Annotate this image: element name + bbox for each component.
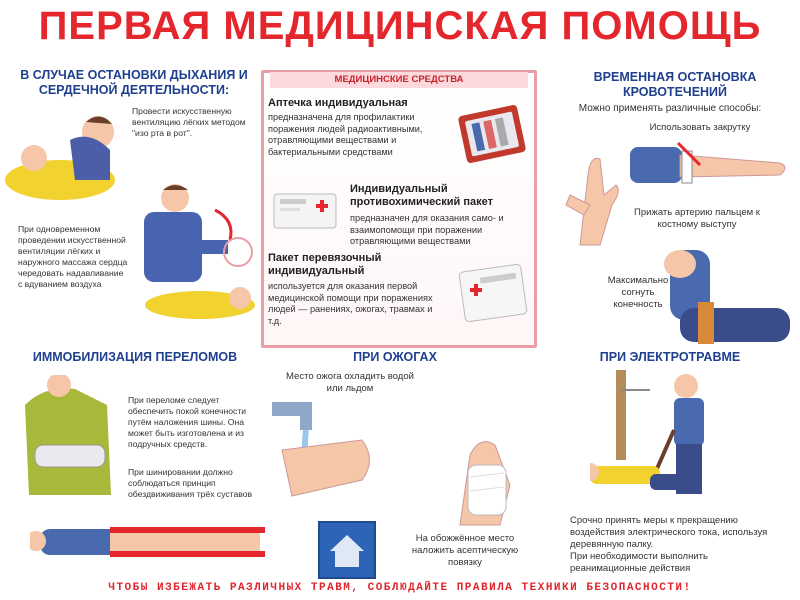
bleeding-method-1: Использовать закрутку — [649, 122, 751, 133]
chemical-pack-icon — [272, 190, 340, 232]
safety-footer: ЧТОБЫ ИЗБЕЖАТЬ РАЗЛИЧНЫХ ТРАВМ, СОБЛЮДАЙТЕ ПРАВИЛА ТЕХНИКИ БЕЗОПАСНОСТИ! — [108, 582, 692, 594]
home-icon — [326, 529, 368, 571]
bleeding-intro: Можно применять различные способы: — [578, 103, 762, 114]
bandage-title: Пакет перевязочный индивидуальный — [268, 252, 382, 277]
hand-pressure-illustration — [560, 135, 630, 255]
fractures-note-2: При шинировании должно соблюдаться принцип обездвиживания трёх суставов — [128, 467, 253, 499]
bleeding-method-3: Максимально согнуть конечность — [607, 275, 669, 310]
tourniquet-arm-illustration — [630, 135, 790, 195]
cpr-mouth-illustration — [0, 100, 130, 210]
page-title: ПЕРВАЯ МЕДИЦИНСКАЯ ПОМОЩЬ — [38, 4, 762, 48]
bleeding-heading: ВРЕМЕННАЯ ОСТАНОВКА КРОВОТЕЧЕНИЙ — [593, 70, 757, 99]
breathing-note-1: Провести искусственную вентиляцию лёгких методом "изо рта в рот". — [132, 106, 246, 138]
home-button[interactable] — [318, 521, 376, 579]
kit-title: Аптечка индивидуальная — [268, 97, 408, 109]
breathing-note-2: При одновременном проведении искусственной вентиляции лёгких и наружного массажа сердца чередовать надавливание с вдуванием воздуха — [18, 224, 128, 289]
electro-note-2: При необходимости выполнить реанимационные действия — [570, 551, 708, 574]
electro-heading: ПРИ ЭЛЕКТРОТРАВМЕ — [599, 350, 741, 364]
pack-text: предназначен для оказания само- и взаимопомощи при поражении отравляющими веществами — [350, 213, 504, 246]
fractures-note-1: При переломе следует обеспечить покой конечности путём наложения шины. Она может быть изготовлена и из подручных средств. — [128, 395, 247, 449]
breathing-heading: В СЛУЧАЕ ОСТАНОВКИ ДЫХАНИЯ И СЕРДЕЧНОЙ ДЕЯТЕЛЬНОСТИ: — [20, 68, 248, 97]
leg-splint-illustration — [30, 515, 265, 570]
pack-title: Индивидуальный противохимический пакет — [350, 183, 493, 208]
electrocution-scene-illustration — [590, 370, 790, 510]
bandaged-hand-illustration — [440, 425, 530, 530]
first-aid-kit-icon — [456, 98, 530, 168]
bandage-pack-icon — [458, 262, 530, 324]
burns-heading: ПРИ ОЖОГАХ — [353, 350, 437, 364]
supplies-heading: МЕДИЦИНСКИЕ СРЕДСТВА — [270, 72, 528, 88]
burns-note-2: На обожжённое место наложить асептическую повязку — [411, 533, 519, 568]
cooling-hand-illustration — [272, 400, 382, 505]
kit-text: предназначена для профилактики поражения людей радиоактивными, отравляющими веществами и бактериальными средствами — [268, 112, 423, 157]
cpr-compression-illustration — [130, 180, 260, 330]
fractures-heading: ИММОБИЛИЗАЦИЯ ПЕРЕЛОМОВ — [32, 350, 238, 364]
electro-note-1: Срочно принять меры к прекращению воздействия электрического тока, используя деревянную палку. — [570, 515, 768, 550]
arm-splint-illustration — [15, 375, 125, 500]
bleeding-method-2: Прижать артерию пальцем к костному выступу — [634, 207, 760, 230]
bandage-text: используется для оказания первой медицинской помощи при поражениях людей — ранениях, ожогах, травмах и т.д. — [268, 281, 433, 326]
bent-leg-illustration — [660, 250, 790, 350]
burns-note-1: Место ожога охладить водой или льдом — [286, 371, 414, 394]
